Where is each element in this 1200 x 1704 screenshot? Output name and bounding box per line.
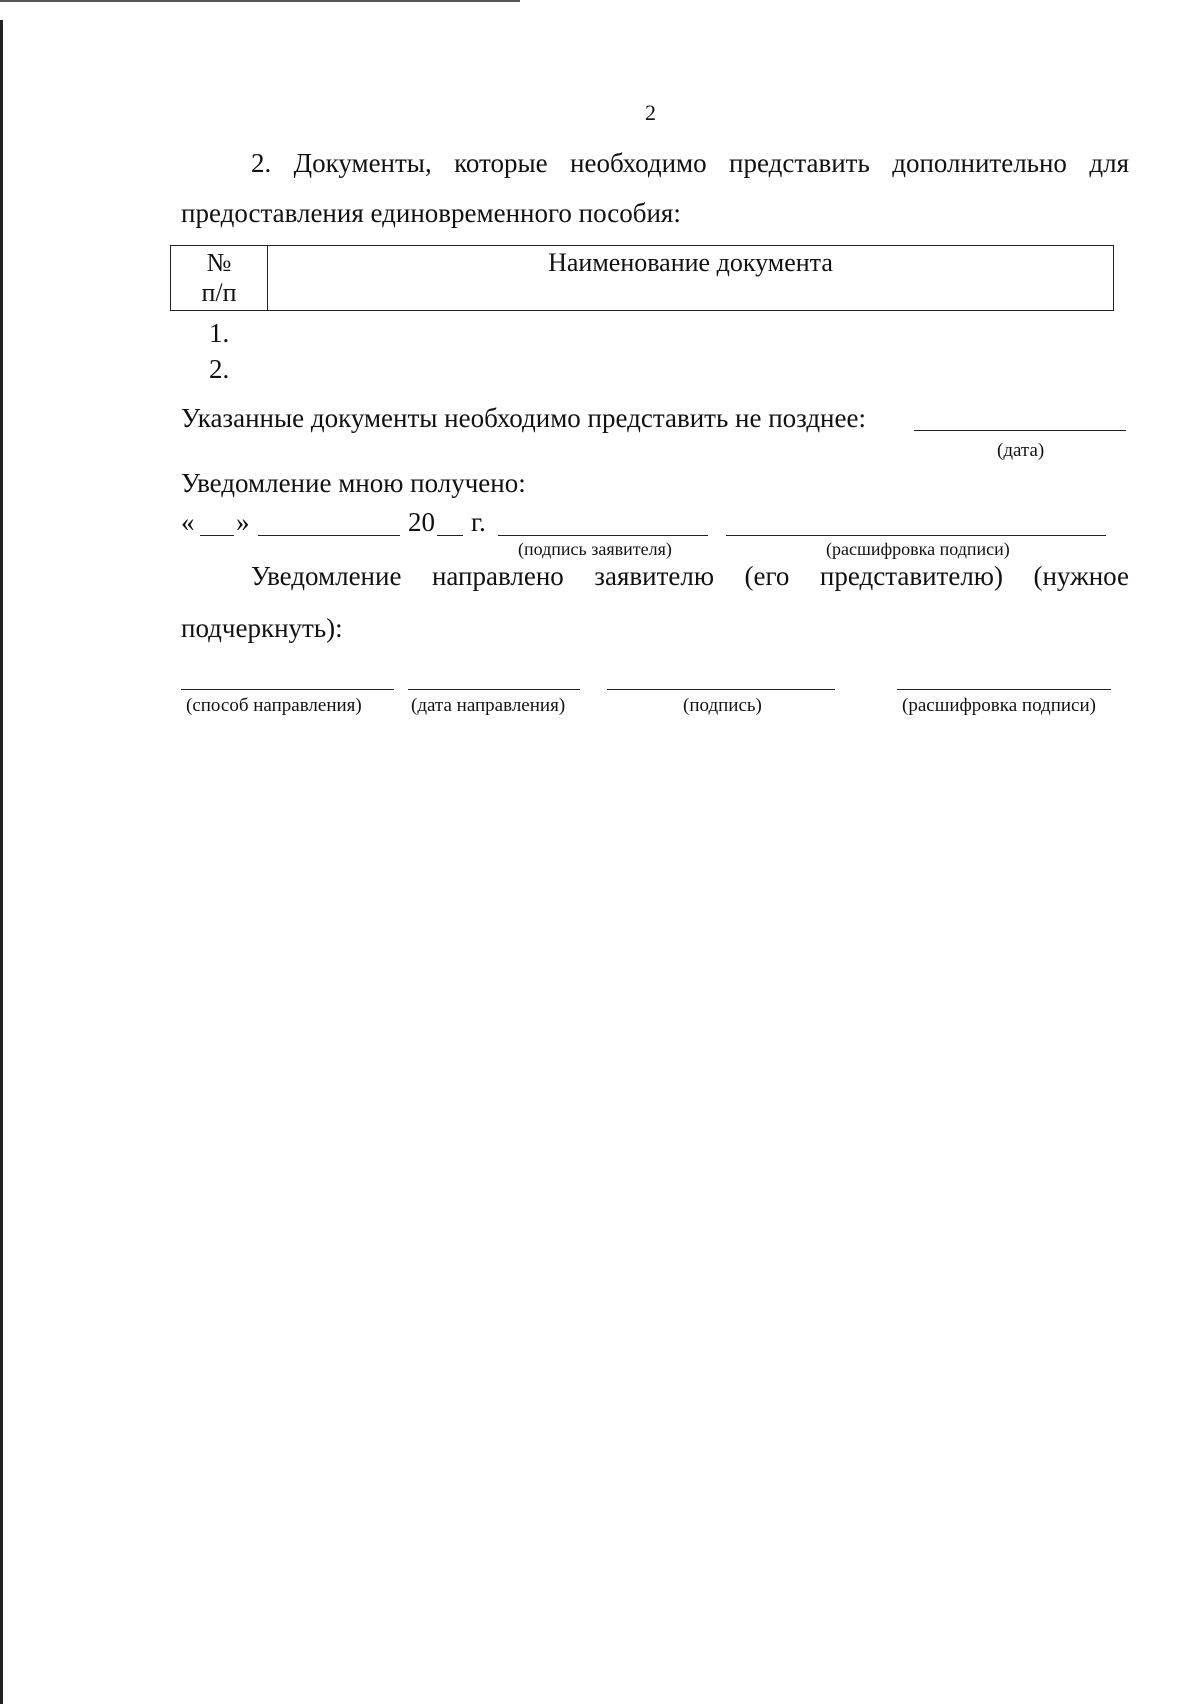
received-year-suffix: г. xyxy=(471,507,486,537)
column-number-header: № п/п xyxy=(171,246,268,311)
received-day-line xyxy=(200,535,234,536)
received-month-line xyxy=(258,535,400,536)
received-decoding-caption: (расшифровка подписи) xyxy=(826,539,1010,559)
received-year-line xyxy=(437,535,463,536)
sent-date-line xyxy=(408,689,580,690)
sent-method-line xyxy=(181,689,394,690)
received-signature-caption: (подпись заявителя) xyxy=(518,539,672,559)
received-decoding-line xyxy=(726,535,1106,536)
deadline-text: Указанные документы необходимо представить не позднее: xyxy=(181,403,866,433)
received-day-close-quote: » xyxy=(236,507,250,537)
sent-decoding-line xyxy=(897,689,1111,690)
sent-decoding-caption: (расшифровка подписи) xyxy=(902,695,1096,716)
deadline-date-line xyxy=(914,430,1126,431)
section-heading-line1: 2. Документы, которые необходимо представить дополнительно для xyxy=(251,148,1129,178)
received-text: Уведомление мною получено: xyxy=(181,468,526,498)
page-number: 2 xyxy=(645,100,656,125)
sent-signature-line xyxy=(607,689,835,690)
section-heading-line2: предоставления единовременного пособия: xyxy=(181,198,681,228)
documents-table xyxy=(170,245,1114,311)
received-day-open-quote: « xyxy=(181,507,195,537)
received-signature-line xyxy=(498,535,708,536)
sent-signature-caption: (подпись) xyxy=(683,695,762,716)
table-row-2-number: 2. xyxy=(209,354,230,384)
sent-text-line2: подчеркнуть): xyxy=(181,613,343,643)
sent-method-caption: (способ направления) xyxy=(186,695,362,716)
sent-date-caption: (дата направления) xyxy=(411,695,566,716)
table-header-row xyxy=(171,246,1114,311)
column-name-header: Наименование документа xyxy=(268,246,1114,311)
scan-edge-top xyxy=(0,0,520,2)
table-row-1-number: 1. xyxy=(209,318,230,348)
scan-edge-left xyxy=(0,20,3,1704)
sent-text-line1: Уведомление направлено заявителю (его представителю) (нужное xyxy=(251,561,1129,591)
deadline-date-caption: (дата) xyxy=(997,440,1045,461)
received-year-prefix: 20 xyxy=(408,507,435,537)
